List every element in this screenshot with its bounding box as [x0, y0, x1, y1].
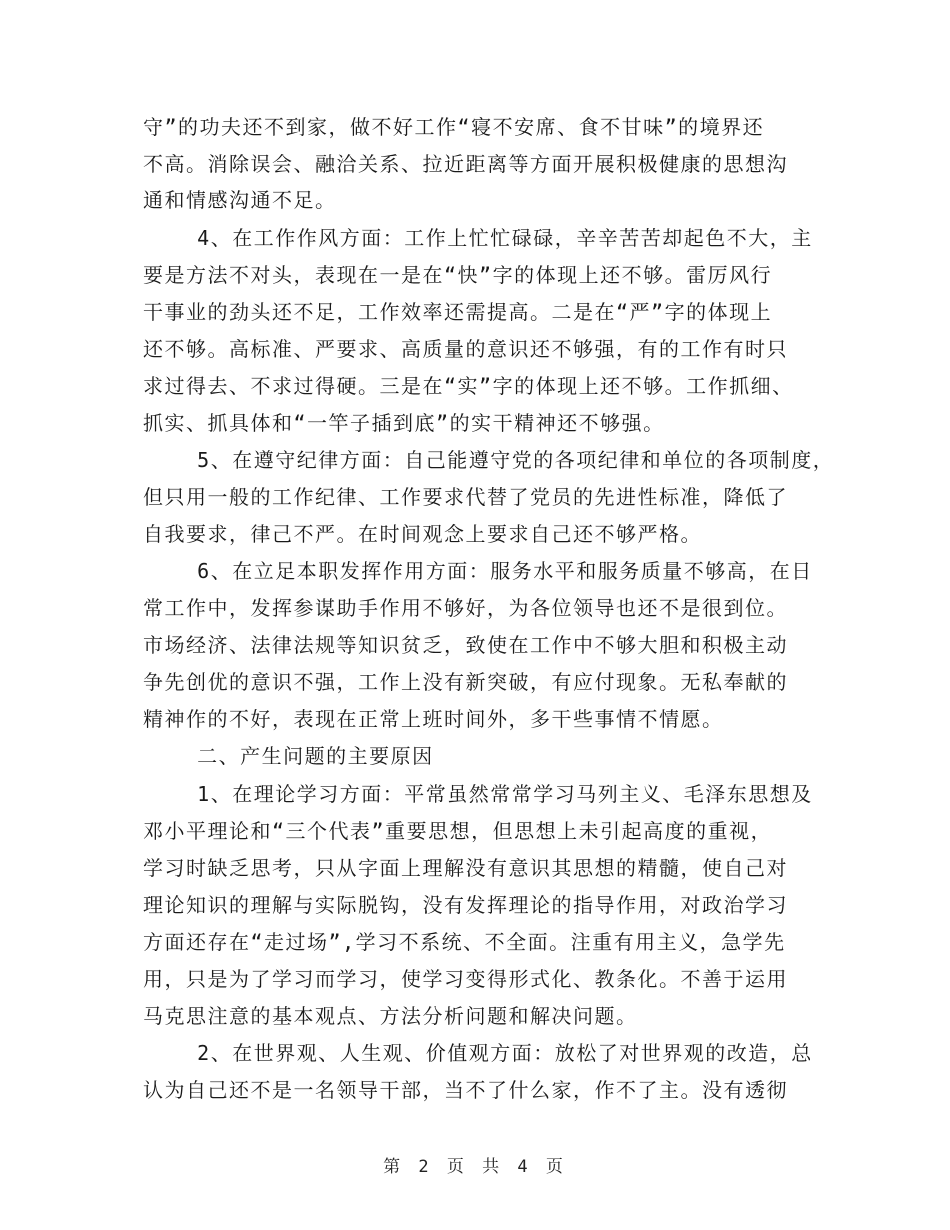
text-line: 2、在世界观、人生观、价值观方面：放松了对世界观的改造，总 — [143, 1041, 813, 1065]
text-line: 方面还存在“走过场”,学习不系统、不全面。注重有用主义，急学先 — [143, 930, 786, 954]
text-line: 马克思注意的基本观点、方法分析问题和解决问题。 — [143, 1004, 638, 1028]
text-line: 还不够。高标准、严要求、高质量的意识还不够强，有的工作有时只 — [143, 337, 788, 361]
text-line: 认为自己还不是一名领导干部，当不了什么家，作不了主。没有透彻 — [143, 1078, 788, 1102]
text-line: 6、在立足本职发挥作用方面：服务水平和服务质量不够高，在日 — [143, 559, 813, 583]
text-line: 精神作的不好，表现在正常上班时间外，多干些事情不情愿。 — [143, 707, 724, 731]
text-line: 但只用一般的工作纪律、工作要求代替了党员的先进性标准，降低了 — [143, 485, 788, 509]
text-line: 求过得去、不求过得硬。三是在“实”字的体现上还不够。工作抓细、 — [143, 374, 794, 398]
text-line: 用，只是为了学习而学习，使学习变得形式化、教条化。不善于运用 — [143, 967, 788, 991]
text-line: 抓实、抓具体和“一竿子插到底”的实干精神还不够强。 — [143, 411, 665, 435]
section-heading: 二、产生问题的主要原因 — [143, 744, 434, 768]
text-line: 理论知识的理解与实际脱钩，没有发挥理论的指导作用，对政治学习 — [143, 893, 788, 917]
text-line: 自我要求，律己不严。在时间观念上要求自己还不够严格。 — [143, 522, 702, 546]
text-line: 4、在工作作风方面：工作上忙忙碌碌，辛辛苦苦却起色不大，主 — [143, 226, 813, 250]
text-line: 通和情感沟通不足。 — [143, 188, 337, 212]
text-line: 要是方法不对头，表现在一是在“快”字的体现上还不够。雷厉风行 — [143, 263, 773, 287]
text-line: 邓小平理论和“三个代表”重要思想，但思想上未引起高度的重视， — [143, 819, 773, 843]
text-line: 不高。消除误会、融洽关系、拉近距离等方面开展积极健康的思想沟 — [143, 152, 788, 176]
page-number-footer: 第 2 页 共 4 页 — [383, 1157, 567, 1177]
text-line: 常工作中，发挥参谋助手作用不够好，为各位领导也还不是很到位。 — [143, 596, 788, 620]
text-line: 干事业的劲头还不足，工作效率还需提高。二是在“严”字的体现上 — [143, 300, 773, 324]
text-line: 市场经济、法律法规等知识贫乏，致使在工作中不够大胆和积极主动 — [143, 633, 788, 657]
text-line: 争先创优的意识不强，工作上没有新突破，有应付现象。无私奉献的 — [143, 670, 788, 694]
text-line: 1、在理论学习方面：平常虽然常常学习马列主义、毛泽东思想及 — [143, 782, 813, 806]
text-line: 5、在遵守纪律方面：自己能遵守党的各项纪律和单位的各项制度， — [143, 448, 835, 472]
text-line: 学习时缺乏思考，只从字面上理解没有意识其思想的精髓，使自己对 — [143, 856, 788, 880]
text-line: 守”的功夫还不到家，做不好工作“寝不安席、食不甘味”的境界还 — [143, 115, 765, 139]
